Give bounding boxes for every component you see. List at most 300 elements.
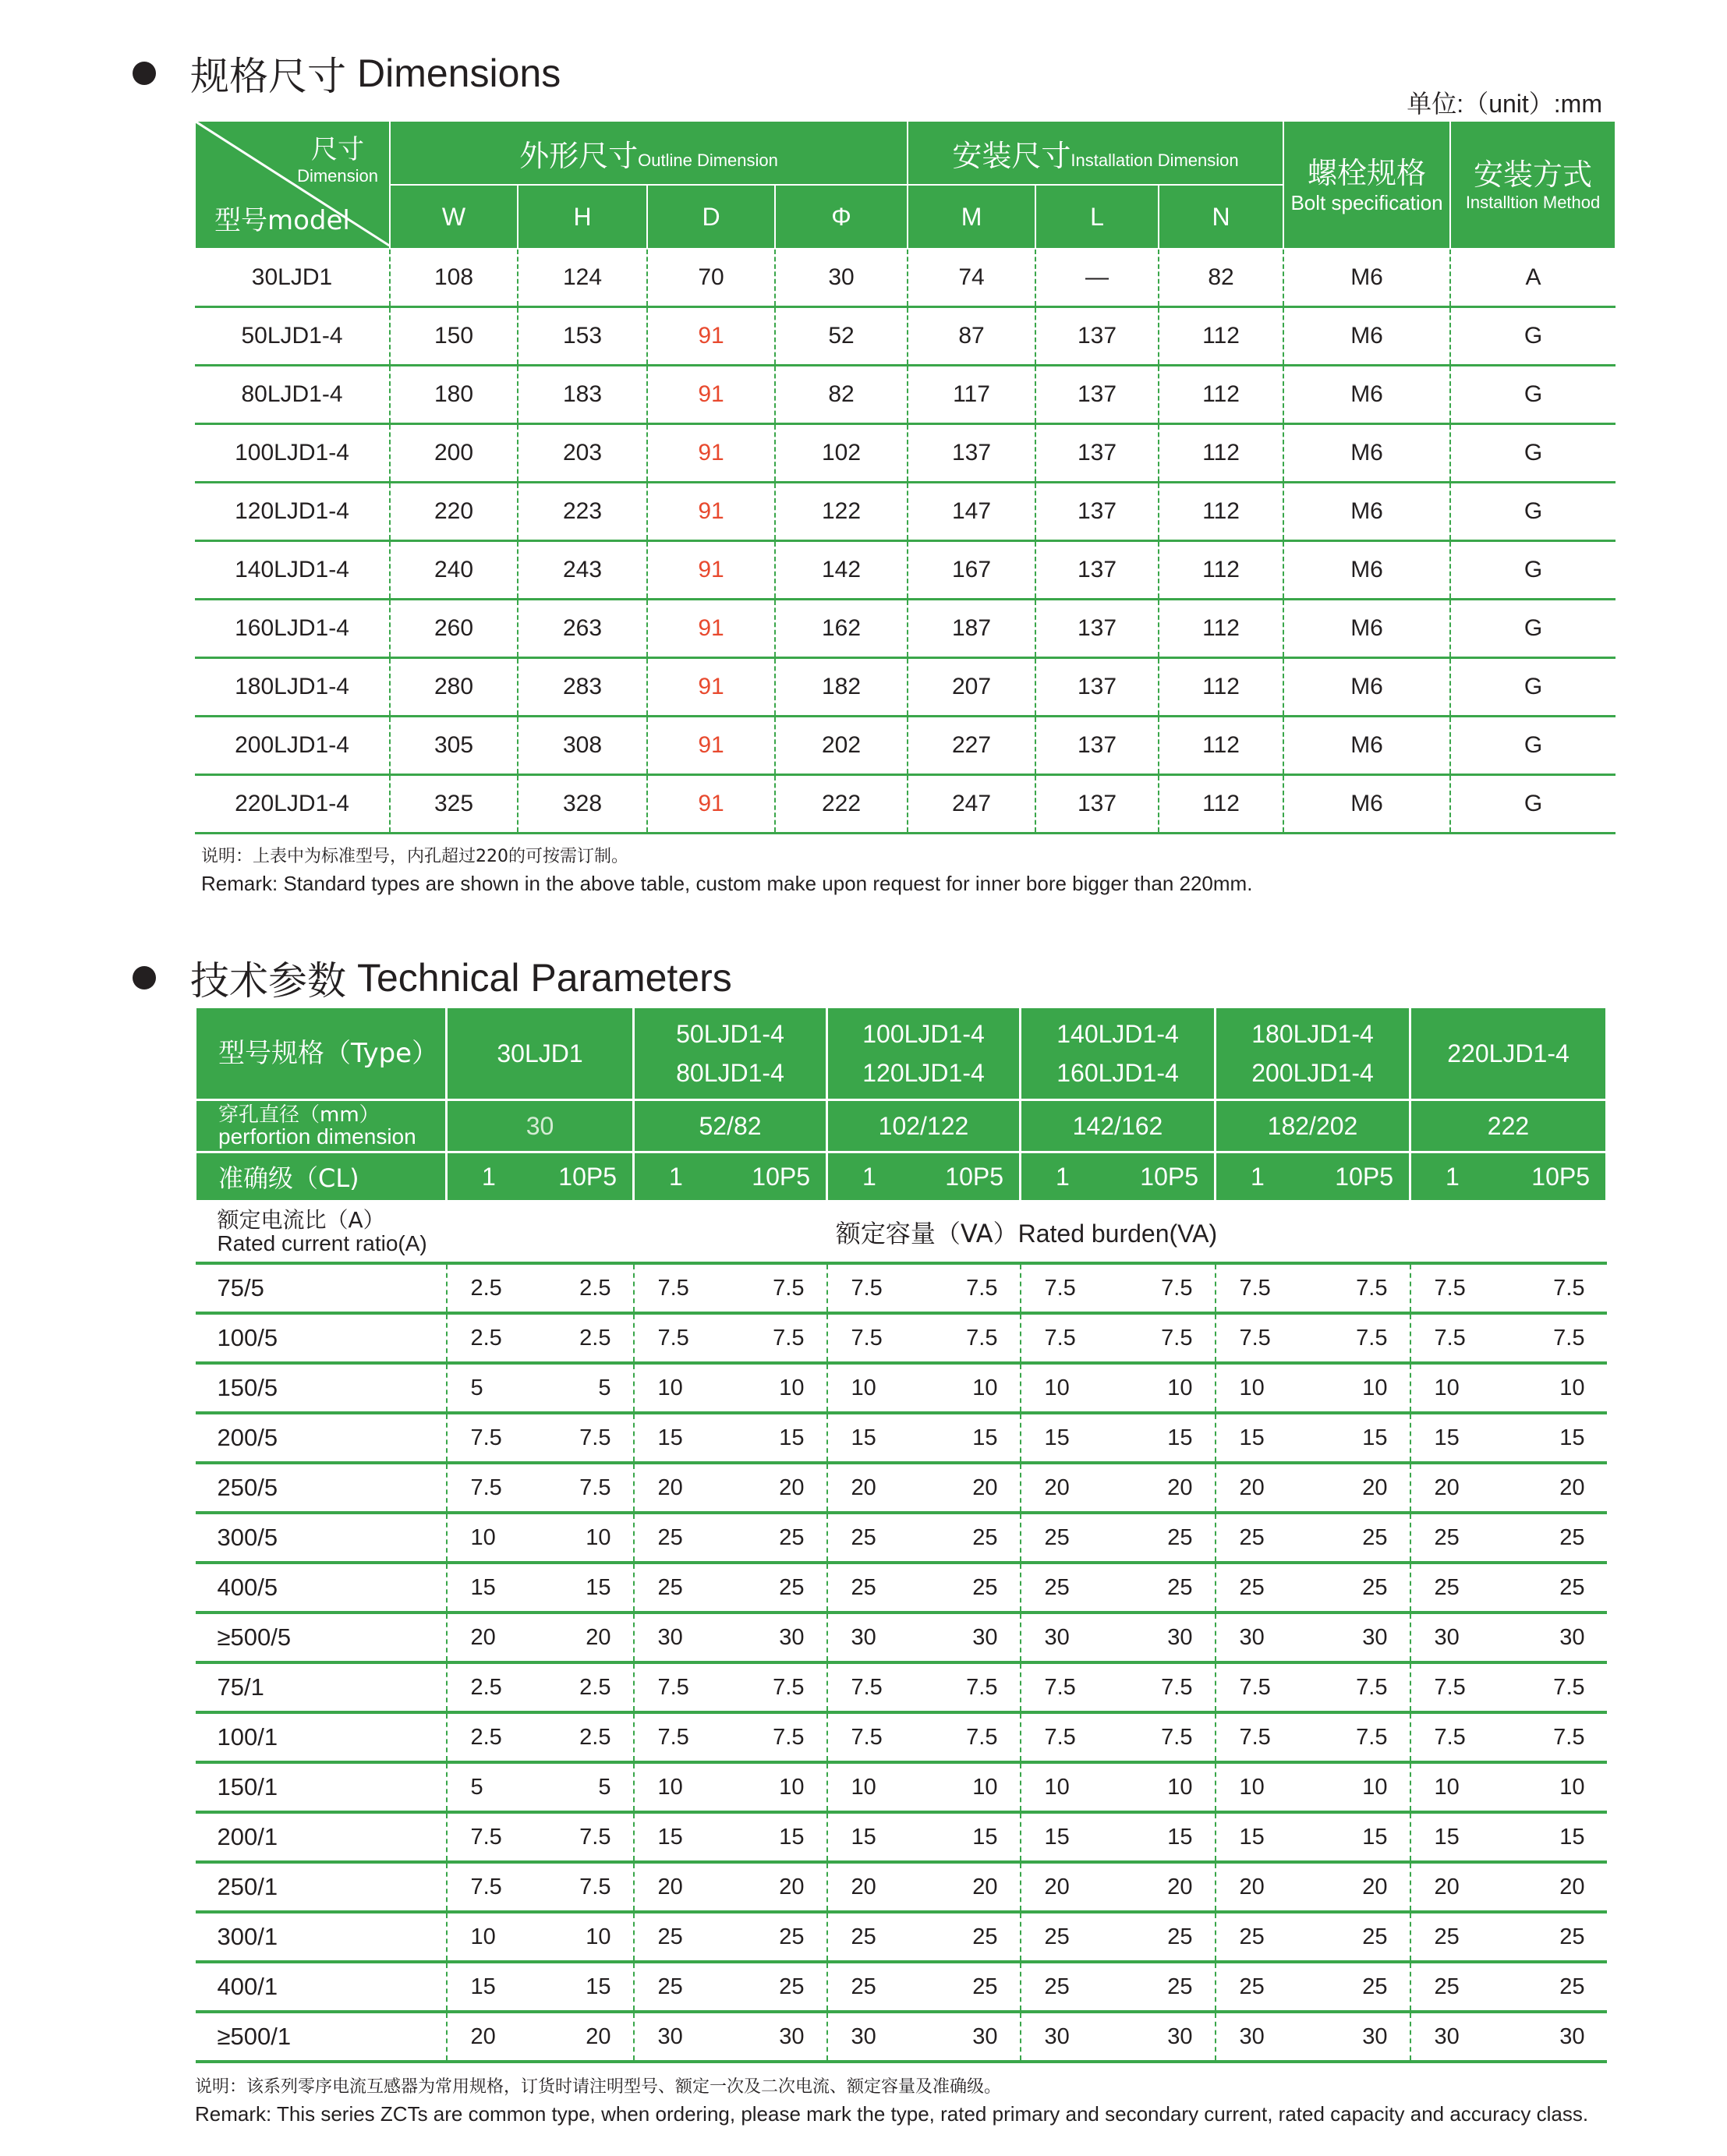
burden-value: 2.5 [470, 1275, 502, 1301]
dimension-cell: 122 [775, 483, 908, 541]
burden-cell [634, 1662, 827, 1712]
model-cell: 160LJD1-4 [195, 600, 390, 658]
burden-pair [1411, 1875, 1607, 1900]
burden-value: 25 [1044, 1524, 1070, 1550]
dimension-cell: A [1450, 249, 1616, 307]
burden-cell [1216, 2012, 1410, 2062]
dimension-cell: G [1450, 717, 1616, 775]
burden-value: 25 [1434, 1524, 1460, 1550]
burden-value: 30 [779, 1624, 805, 1650]
dimension-cell: 91 [647, 600, 775, 658]
bullet-icon [133, 62, 156, 85]
burden-value: 30 [851, 2023, 876, 2049]
burden-cell [1021, 1962, 1216, 2012]
dimension-cell: M6 [1283, 717, 1450, 775]
perforation-cell: 102/122 [827, 1100, 1021, 1152]
bolt-en: Bolt specification [1290, 191, 1443, 214]
burden-pair [448, 1875, 633, 1900]
burden-row [196, 1263, 1607, 1313]
burden-cell [1216, 1613, 1410, 1662]
burden-value: 15 [1434, 1425, 1460, 1450]
burden-value: 30 [1044, 2023, 1070, 2049]
dimension-cell: 91 [647, 307, 775, 366]
burden-pair [1216, 1625, 1410, 1651]
dimension-cell: 280 [390, 658, 518, 717]
dimension-cell: 91 [647, 424, 775, 483]
dimension-cell: 200 [390, 424, 518, 483]
dimension-cell: M6 [1283, 775, 1450, 834]
burden-pair [635, 1326, 826, 1351]
dimension-cell: G [1450, 600, 1616, 658]
burden-zh: 额定容量（VA） [835, 1219, 1018, 1248]
burden-row [196, 1313, 1607, 1363]
burden-row [196, 1662, 1607, 1712]
burden-value: 5 [598, 1375, 611, 1400]
burden-pair [1411, 1974, 1607, 2000]
rated-burden-header [447, 1202, 1607, 1264]
burden-cell [447, 1912, 634, 1962]
burden-cell [1410, 1413, 1607, 1463]
burden-value: 30 [657, 1624, 683, 1650]
outline-zh: 外形尺寸 [519, 138, 639, 173]
burden-row [196, 1962, 1607, 2012]
burden-pair [828, 1924, 1020, 1950]
ratio-label-en: Rated current ratio(A) [217, 1231, 427, 1255]
type-cell [1021, 1007, 1216, 1100]
burden-value: 25 [1239, 1574, 1265, 1600]
burden-pair [1021, 1924, 1215, 1950]
type-label: 型号规格（Type） [196, 1007, 447, 1100]
dimension-cell: 91 [647, 717, 775, 775]
dimension-cell: 187 [908, 600, 1035, 658]
dimension-cell: M6 [1283, 424, 1450, 483]
burden-pair [1411, 1825, 1607, 1850]
accuracy-class-value: 1 [1446, 1162, 1460, 1191]
burden-cell [1021, 1263, 1216, 1313]
burden-value: 7.5 [657, 1674, 689, 1700]
type-cell [1410, 1007, 1607, 1100]
burden-value: 30 [1362, 1624, 1388, 1650]
burden-cell [447, 1463, 634, 1513]
burden-value: 20 [1559, 1874, 1585, 1899]
burden-pair [1216, 1974, 1410, 2000]
perforation-cell: 222 [1410, 1100, 1607, 1152]
burden-pair [1216, 1326, 1410, 1351]
type-name: 50LJD1-4 [676, 1020, 784, 1048]
burden-pair [1216, 1924, 1410, 1950]
burden-value: 15 [657, 1425, 683, 1450]
dimension-cell: M6 [1283, 541, 1450, 600]
burden-value: 5 [470, 1774, 483, 1800]
burden-cell [827, 1363, 1021, 1413]
type-name: 30LJD1 [497, 1039, 583, 1067]
perforation-cell: 142/162 [1021, 1100, 1216, 1152]
dimension-cell: 112 [1159, 424, 1283, 483]
corner-top-en: Dimension [297, 166, 378, 186]
model-cell: 140LJD1-4 [195, 541, 390, 600]
dimension-cell: 82 [1159, 249, 1283, 307]
accuracy-class-value: 1 [669, 1162, 683, 1191]
burden-cell [1021, 2012, 1216, 2062]
dimension-row [195, 366, 1616, 424]
technical-remark-en: Remark: This series ZCTs are common type, when ordering, please mark the type, rated primary and secondary current, rated capacity and accuracy class. [195, 2102, 1589, 2126]
burden-pair [1021, 1725, 1215, 1751]
current-ratio-cell: 250/1 [196, 1862, 447, 1912]
dimension-cell: 87 [908, 307, 1035, 366]
burden-value: 7.5 [1044, 1275, 1076, 1301]
dimension-cell: 220 [390, 483, 518, 541]
burden-pair [635, 1625, 826, 1651]
burden-value: 2.5 [579, 1674, 611, 1700]
burden-value: 25 [1559, 1924, 1585, 1949]
burden-cell [634, 1912, 827, 1962]
burden-value: 15 [1167, 1425, 1193, 1450]
burden-value: 10 [1362, 1774, 1388, 1800]
burden-row [196, 1363, 1607, 1413]
install-en: Installation Dimension [1071, 150, 1239, 170]
dimension-cell: G [1450, 541, 1616, 600]
burden-pair [828, 1775, 1020, 1800]
burden-value: 7.5 [1044, 1674, 1076, 1700]
burden-cell [634, 1513, 827, 1563]
dimension-cell: 223 [518, 483, 647, 541]
burden-value: 10 [657, 1375, 683, 1400]
burden-cell [447, 1363, 634, 1413]
type-name: 220LJD1-4 [1447, 1039, 1570, 1067]
burden-cell [1410, 1613, 1607, 1662]
burden-value: 30 [1044, 1624, 1070, 1650]
perforation-cell: 52/82 [634, 1100, 827, 1152]
burden-value: 20 [972, 1874, 998, 1899]
dimensions-remark [201, 844, 1252, 897]
type-name: 140LJD1-4 [1056, 1020, 1179, 1048]
burden-pair [1411, 1475, 1607, 1501]
burden-value: 20 [586, 2023, 611, 2049]
accuracy-class-pair [448, 1163, 632, 1191]
burden-cell [1021, 1862, 1216, 1912]
burden-value: 7.5 [579, 1475, 611, 1500]
dimension-cell: G [1450, 307, 1616, 366]
burden-pair [635, 1425, 826, 1451]
burden-value: 30 [1362, 2023, 1388, 2049]
burden-cell [1021, 1313, 1216, 1363]
dimension-cell: 167 [908, 541, 1035, 600]
dimension-cell: 91 [647, 775, 775, 834]
accuracy-class-cell [1021, 1152, 1216, 1202]
burden-pair [1216, 1875, 1410, 1900]
burden-cell [827, 1962, 1021, 2012]
burden-value: 20 [1239, 1475, 1265, 1500]
burden-pair [448, 1675, 633, 1701]
burden-cell [827, 1812, 1021, 1862]
burden-pair [1021, 1775, 1215, 1800]
col-m: M [908, 185, 1035, 249]
burden-value: 2.5 [470, 1325, 502, 1351]
burden-value: 10 [657, 1774, 683, 1800]
dimension-cell: 183 [518, 366, 647, 424]
current-ratio-cell: 200/1 [196, 1812, 447, 1862]
burden-pair [1216, 1375, 1410, 1401]
dimension-cell: 162 [775, 600, 908, 658]
burden-cell [634, 1962, 827, 2012]
col-d: D [647, 185, 775, 249]
burden-value: 7.5 [1434, 1674, 1466, 1700]
burden-value: 10 [1167, 1375, 1193, 1400]
dimension-cell: 52 [775, 307, 908, 366]
burden-value: 7.5 [579, 1874, 611, 1899]
burden-value: 25 [851, 1924, 876, 1949]
burden-cell [1021, 1812, 1216, 1862]
col-phi: Φ [775, 185, 908, 249]
burden-value: 20 [586, 1624, 611, 1650]
burden-cell [1216, 1812, 1410, 1862]
burden-value: 7.5 [1356, 1275, 1388, 1301]
burden-value: 10 [470, 1524, 496, 1550]
burden-value: 15 [586, 1974, 611, 1999]
burden-cell [447, 1812, 634, 1862]
dimension-cell: 328 [518, 775, 647, 834]
current-ratio-cell: 300/1 [196, 1912, 447, 1962]
burden-value: 15 [1362, 1425, 1388, 1450]
burden-pair [635, 1575, 826, 1601]
dimension-cell: 91 [647, 483, 775, 541]
burden-cell [447, 1413, 634, 1463]
burden-cell [634, 1463, 827, 1513]
burden-value: 25 [657, 1524, 683, 1550]
burden-pair [828, 1276, 1020, 1301]
burden-value: 20 [657, 1475, 683, 1500]
burden-value: 25 [1239, 1974, 1265, 1999]
model-cell: 180LJD1-4 [195, 658, 390, 717]
outline-dimension-header [390, 121, 908, 185]
burden-pair [828, 1875, 1020, 1900]
burden-pair [828, 1725, 1020, 1751]
burden-cell [447, 1962, 634, 2012]
burden-pair [1216, 1475, 1410, 1501]
burden-pair [448, 1775, 633, 1800]
burden-cell [634, 1762, 827, 1812]
model-cell: 200LJD1-4 [195, 717, 390, 775]
burden-pair [1021, 1475, 1215, 1501]
dimension-cell: 137 [1035, 775, 1159, 834]
burden-value: 7.5 [1356, 1674, 1388, 1700]
dimension-cell: M6 [1283, 658, 1450, 717]
burden-value: 25 [1239, 1924, 1265, 1949]
burden-value: 7.5 [470, 1824, 502, 1850]
burden-value: 7.5 [966, 1275, 998, 1301]
burden-value: 15 [1239, 1425, 1265, 1450]
burden-cell [1216, 1313, 1410, 1363]
current-ratio-cell: 150/5 [196, 1363, 447, 1413]
burden-value: 20 [1044, 1475, 1070, 1500]
burden-pair [448, 2024, 633, 2050]
burden-pair [635, 1375, 826, 1401]
burden-cell [1021, 1912, 1216, 1962]
burden-pair [635, 1875, 826, 1900]
type-name: 80LJD1-4 [676, 1059, 784, 1087]
accuracy-class-value: 10P5 [1531, 1162, 1590, 1191]
burden-pair [448, 1425, 633, 1451]
burden-pair [1411, 1575, 1607, 1601]
burden-pair [1021, 1575, 1215, 1601]
burden-pair [1411, 1425, 1607, 1451]
dimension-cell: 142 [775, 541, 908, 600]
burden-value: 25 [972, 1974, 998, 1999]
accuracy-class-row [196, 1152, 1607, 1202]
burden-value: 7.5 [470, 1874, 502, 1899]
accuracy-class-value: 10P5 [1335, 1162, 1393, 1191]
accuracy-class-cell [827, 1152, 1021, 1202]
burden-cell [827, 1413, 1021, 1463]
dimension-cell: 263 [518, 600, 647, 658]
burden-cell [1410, 1912, 1607, 1962]
burden-row [196, 1762, 1607, 1812]
corner-header [195, 121, 390, 249]
burden-value: 25 [1362, 1924, 1388, 1949]
burden-value: 25 [1434, 1974, 1460, 1999]
type-name: 180LJD1-4 [1251, 1020, 1374, 1048]
burden-cell [1021, 1712, 1216, 1762]
burden-pair [1021, 1525, 1215, 1551]
burden-pair [1216, 1825, 1410, 1850]
burden-cell [827, 1513, 1021, 1563]
dimension-cell: 112 [1159, 717, 1283, 775]
burden-pair [1411, 1625, 1607, 1651]
burden-value: 15 [972, 1824, 998, 1850]
dimension-cell: G [1450, 424, 1616, 483]
model-cell: 30LJD1 [195, 249, 390, 307]
burden-value: 15 [1559, 1425, 1585, 1450]
burden-value: 2.5 [579, 1325, 611, 1351]
burden-cell [1216, 1712, 1410, 1762]
type-cell [447, 1007, 634, 1100]
burden-value: 25 [1362, 1524, 1388, 1550]
burden-cell [1216, 1263, 1410, 1313]
dimension-cell: M6 [1283, 483, 1450, 541]
dimension-row [195, 541, 1616, 600]
dimension-row [195, 600, 1616, 658]
burden-cell [1410, 1862, 1607, 1912]
outline-en: Outline Dimension [638, 150, 778, 170]
burden-cell [1216, 1463, 1410, 1513]
burden-value: 15 [470, 1574, 496, 1600]
burden-cell [447, 2012, 634, 2062]
accuracy-class-pair [828, 1163, 1019, 1191]
burden-value: 30 [1434, 1624, 1460, 1650]
burden-value: 20 [779, 1874, 805, 1899]
dimension-cell: 137 [1035, 483, 1159, 541]
burden-pair [1216, 1775, 1410, 1800]
burden-cell [827, 1313, 1021, 1363]
dimension-cell: 227 [908, 717, 1035, 775]
method-zh: 安装方式 [1474, 158, 1593, 192]
burden-value: 25 [1559, 1574, 1585, 1600]
burden-value: 25 [657, 1974, 683, 1999]
burden-cell [634, 1413, 827, 1463]
burden-cell [1216, 1912, 1410, 1962]
burden-value: 20 [1362, 1475, 1388, 1500]
burden-value: 25 [972, 1924, 998, 1949]
burden-cell [447, 1712, 634, 1762]
accuracy-class-cell [1410, 1152, 1607, 1202]
accuracy-class-pair [635, 1163, 826, 1191]
burden-pair [448, 1375, 633, 1401]
burden-cell [1021, 1662, 1216, 1712]
burden-pair [448, 1974, 633, 2000]
technical-title-zh: 技术参数 [190, 958, 346, 1004]
burden-pair [828, 1625, 1020, 1651]
burden-value: 25 [1044, 1974, 1070, 1999]
type-name: 100LJD1-4 [862, 1020, 985, 1048]
burden-cell [447, 1313, 634, 1363]
model-cell: 220LJD1-4 [195, 775, 390, 834]
perforation-label [196, 1100, 447, 1152]
burden-value: 7.5 [579, 1425, 611, 1450]
burden-value: 10 [586, 1924, 611, 1949]
current-ratio-cell: 100/5 [196, 1313, 447, 1363]
burden-cell [1410, 1313, 1607, 1363]
burden-cell [1410, 1363, 1607, 1413]
dimension-row [195, 424, 1616, 483]
dimension-cell: 325 [390, 775, 518, 834]
burden-value: 7.5 [1434, 1724, 1466, 1750]
installation-dimension-header [908, 121, 1283, 185]
burden-pair [635, 1675, 826, 1701]
col-w: W [390, 185, 518, 249]
burden-pair [635, 1974, 826, 2000]
burden-value: 10 [851, 1375, 876, 1400]
burden-cell [1216, 1962, 1410, 2012]
burden-cell [634, 1563, 827, 1613]
burden-value: 7.5 [966, 1325, 998, 1351]
current-ratio-cell: 150/1 [196, 1762, 447, 1812]
burden-value: 30 [1239, 1624, 1265, 1650]
current-ratio-cell: ≥500/5 [196, 1613, 447, 1662]
dimension-cell: 137 [1035, 366, 1159, 424]
burden-cell [634, 1712, 827, 1762]
dimension-cell: 207 [908, 658, 1035, 717]
dimension-cell: 124 [518, 249, 647, 307]
accuracy-class-value: 1 [1056, 1162, 1070, 1191]
burden-pair [828, 2024, 1020, 2050]
burden-value: 10 [1434, 1774, 1460, 1800]
accuracy-class-cell [447, 1152, 634, 1202]
burden-value: 25 [972, 1574, 998, 1600]
accuracy-class-value: 10P5 [752, 1162, 810, 1191]
burden-cell [634, 1263, 827, 1313]
burden-cell [1021, 1363, 1216, 1413]
burden-value: 7.5 [1239, 1275, 1271, 1301]
burden-value: 15 [1044, 1425, 1070, 1450]
burden-value: 25 [1167, 1924, 1193, 1949]
burden-pair [635, 1525, 826, 1551]
burden-cell [447, 1862, 634, 1912]
current-ratio-cell: 100/1 [196, 1712, 447, 1762]
burden-value: 25 [851, 1974, 876, 1999]
dimension-cell: 74 [908, 249, 1035, 307]
burden-value: 7.5 [470, 1425, 502, 1450]
dimensions-title [133, 45, 561, 101]
dimension-cell: 91 [647, 541, 775, 600]
burden-cell [827, 1662, 1021, 1712]
burden-row [196, 1463, 1607, 1513]
burden-cell [827, 1862, 1021, 1912]
burden-value: 25 [1239, 1524, 1265, 1550]
burden-value: 7.5 [773, 1674, 805, 1700]
dimension-cell: 182 [775, 658, 908, 717]
burden-value: 7.5 [657, 1325, 689, 1351]
burden-value: 2.5 [579, 1724, 611, 1750]
